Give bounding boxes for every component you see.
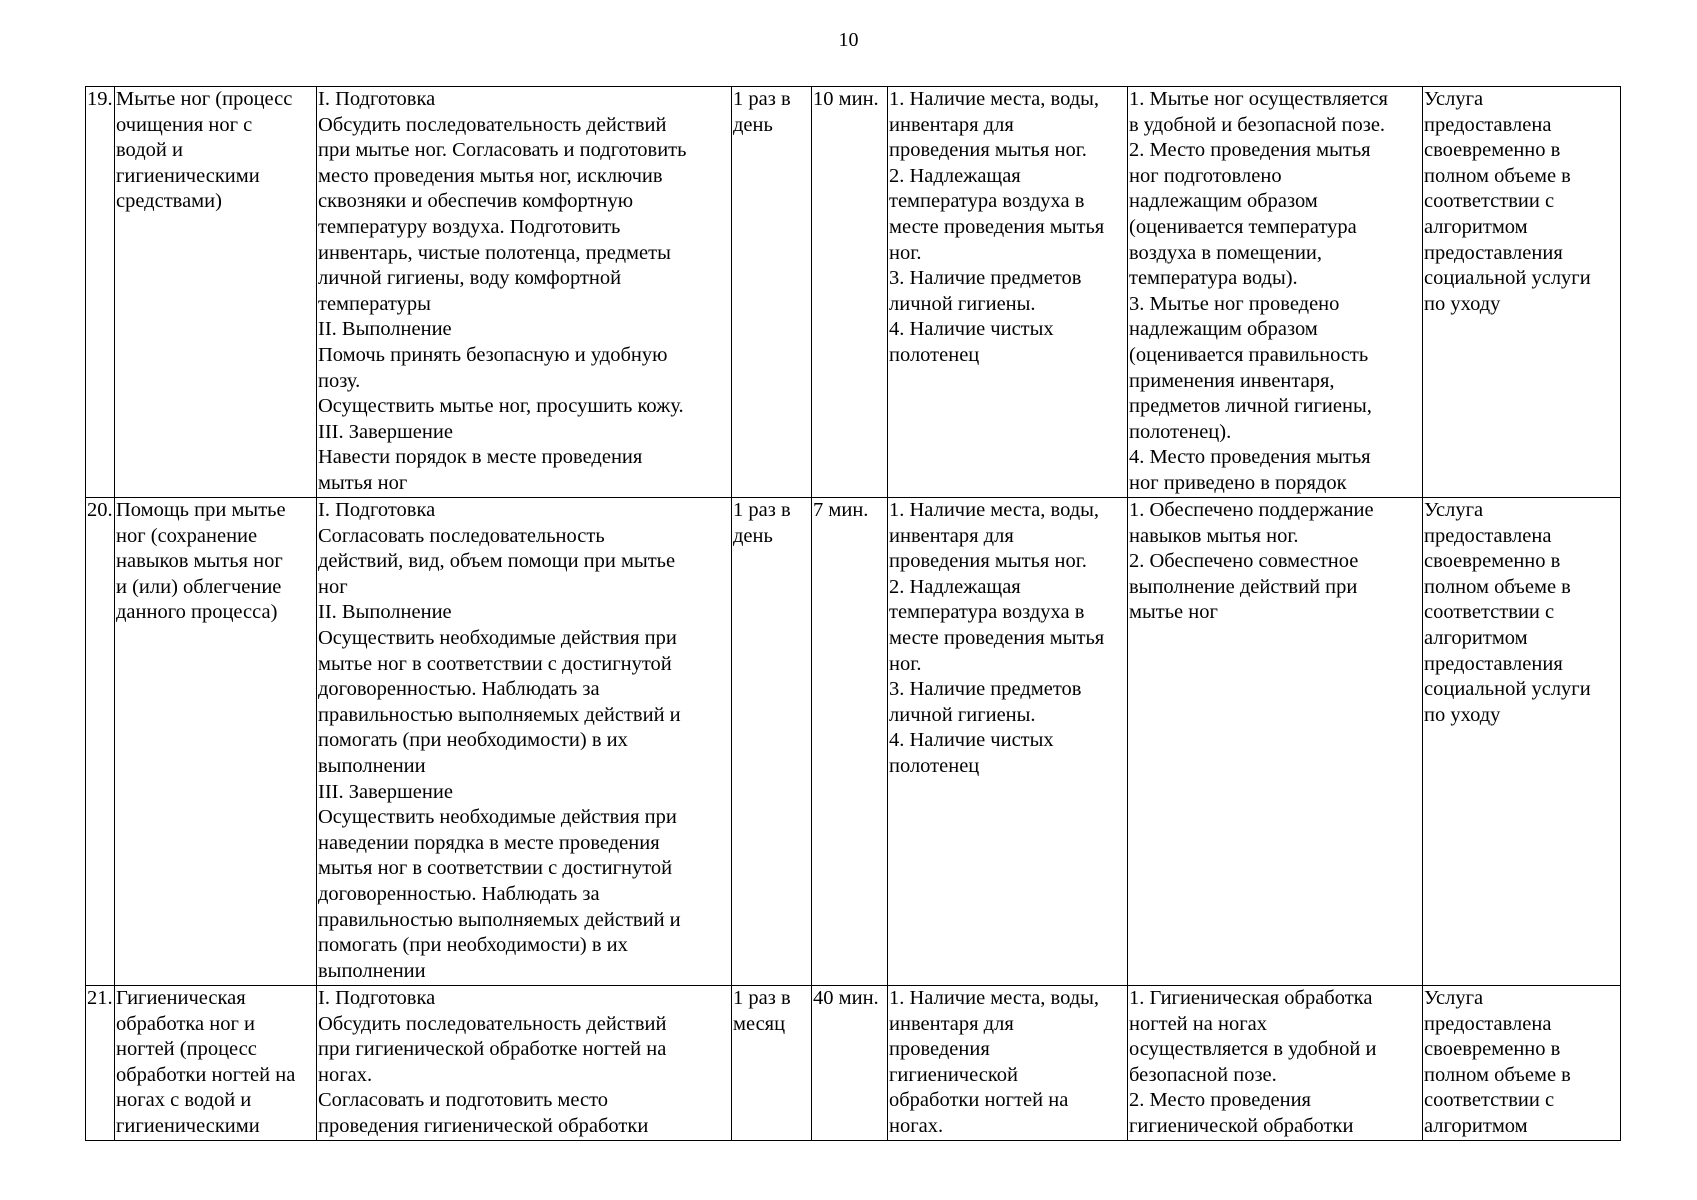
result-cell	[1423, 986, 1621, 1141]
text-line: ногах.	[318, 1063, 373, 1086]
text-line: гигиеническими	[116, 164, 260, 187]
text-line: полном объеме в	[1424, 575, 1571, 598]
text-line: 3. Наличие предметов	[889, 267, 1082, 290]
duration-cell	[812, 498, 888, 986]
text-line: температуру воздуха. Подготовить	[318, 215, 621, 238]
text-line: сквозняки и обеспечив комфортную	[318, 190, 634, 213]
text-line: температуры	[318, 292, 431, 315]
text-line: 1. Обеспечено поддержание	[1129, 499, 1374, 521]
text-line: Согласовать последовательность	[318, 524, 605, 547]
text-line: предметов личной гигиены,	[1129, 395, 1372, 418]
text-line: и (или) облегчение	[116, 575, 282, 598]
text-line: Помочь принять безопасную и удобную	[318, 343, 668, 366]
conditions-cell	[888, 986, 1128, 1141]
text-line: Мытье ног (процесс	[116, 88, 293, 110]
text-line: действий, вид, объем помощи при мытье	[318, 550, 676, 573]
result-cell	[1423, 498, 1621, 986]
frequency-cell	[732, 498, 812, 986]
text-line: гигиенической обработки	[1129, 1114, 1354, 1137]
text-line: мытье ног	[1129, 601, 1218, 624]
text-line: Обсудить последовательность действий	[318, 1012, 667, 1035]
text-line: ног (сохранение	[116, 524, 258, 547]
duration-text: 40 мин.	[813, 987, 879, 1009]
text-line: проведения мытья ног.	[889, 550, 1087, 573]
text-line: правильностью выполняемых действий и	[318, 703, 681, 726]
text-line: воздуха в помещении,	[1129, 241, 1323, 264]
text-line: место проведения мытья ног, исключив	[318, 164, 663, 187]
quality-indicators-cell	[1128, 87, 1423, 498]
text-line: проведения мытья ног.	[889, 139, 1087, 162]
text-line: полотенец	[889, 343, 980, 366]
text-line: день	[733, 524, 773, 547]
text-line: ног приведено в порядок	[1129, 471, 1347, 494]
services-table	[85, 86, 1621, 1141]
service-content-cell	[317, 498, 732, 986]
text-line: алгоритмом	[1424, 215, 1528, 238]
text-line: ног подготовлено	[1129, 164, 1282, 187]
text-line: выполнении	[318, 959, 426, 982]
text-line: Осуществить мытье ног, просушить кожу.	[318, 395, 684, 418]
text-line: по уходу	[1424, 703, 1501, 726]
text-line: инвентаря для	[889, 1012, 1014, 1035]
duration-cell	[812, 87, 888, 498]
text-line: безопасной позе.	[1129, 1063, 1277, 1086]
conditions-cell	[888, 87, 1128, 498]
text-line: навыков мытья ног	[116, 550, 283, 573]
text-line: правильностью выполняемых действий и	[318, 908, 681, 931]
quality-indicators-cell	[1128, 498, 1423, 986]
row-number-cell	[86, 986, 115, 1141]
duration-text: 7 мин.	[813, 499, 869, 521]
text-line: 3. Мытье ног проведено	[1129, 292, 1340, 315]
text-line: договоренностью. Наблюдать за	[318, 882, 600, 905]
text-line: Гигиеническая	[116, 987, 246, 1009]
text-line: при гигиенической обработке ногтей на	[318, 1038, 667, 1061]
page-number: 10	[838, 29, 859, 51]
text-line: своевременно в	[1424, 1038, 1561, 1061]
text-line: месяц	[733, 1012, 786, 1035]
text-line: 1. Наличие места, воды,	[889, 88, 1100, 110]
frequency-cell	[732, 87, 812, 498]
service-name-cell	[115, 87, 317, 498]
text-line: (оценивается правильность	[1129, 343, 1369, 366]
text-line: ногтей (процесс	[116, 1038, 257, 1061]
text-line: предоставлена	[1424, 524, 1552, 547]
row-number-cell	[86, 498, 115, 986]
text-line: Услуга	[1424, 88, 1484, 110]
conditions-cell	[888, 498, 1128, 986]
table-row	[86, 986, 1621, 1141]
text-line: выполнении	[318, 754, 426, 777]
text-line: ногах с водой и	[116, 1089, 252, 1112]
text-line: II. Выполнение	[318, 601, 452, 624]
text-line: месте проведения мытья	[889, 215, 1105, 238]
text-line: проведения	[889, 1038, 990, 1061]
text-line: 1 раз в	[733, 88, 791, 110]
text-line: данного процесса)	[116, 601, 278, 624]
text-line: 4. Наличие чистых	[889, 318, 1054, 341]
text-line: в удобной и безопасной позе.	[1129, 113, 1386, 136]
text-line: личной гигиены.	[889, 703, 1036, 726]
text-line: инвентарь, чистые полотенца, предметы	[318, 241, 671, 264]
text-line: Помощь при мытье	[116, 499, 286, 521]
duration-cell	[812, 986, 888, 1141]
text-line: 2. Надлежащая	[889, 575, 1021, 598]
text-line: полотенец).	[1129, 420, 1232, 443]
text-line: 4. Наличие чистых	[889, 729, 1054, 752]
text-line: по уходу	[1424, 292, 1501, 315]
text-line: полном объеме в	[1424, 1063, 1571, 1086]
text-line: предоставлена	[1424, 1012, 1552, 1035]
text-line: 2. Место проведения	[1129, 1089, 1311, 1112]
text-line: ногах.	[889, 1114, 944, 1137]
text-line: алгоритмом	[1424, 1114, 1528, 1137]
duration-text: 10 мин.	[813, 88, 879, 110]
text-line: водой и	[116, 139, 183, 162]
service-content-cell	[317, 986, 732, 1141]
text-line: навыков мытья ног.	[1129, 524, 1299, 547]
text-line: очищения ног с	[116, 113, 253, 136]
text-line: обработки ногтей на	[889, 1089, 1069, 1112]
text-line: наведении порядка в месте проведения	[318, 831, 660, 854]
text-line: личной гигиены, воду комфортной	[318, 267, 622, 290]
text-line: (оценивается температура	[1129, 215, 1357, 238]
row-number-text: 19.	[87, 88, 113, 110]
service-content-cell	[317, 87, 732, 498]
text-line: надлежащим образом	[1129, 190, 1318, 213]
text-line: 2. Надлежащая	[889, 164, 1021, 187]
text-line: соответствии с	[1424, 190, 1555, 213]
text-line: социальной услуги	[1424, 678, 1591, 701]
table-row	[86, 498, 1621, 986]
text-line: 3. Наличие предметов	[889, 678, 1082, 701]
text-line: полном объеме в	[1424, 164, 1571, 187]
text-line: 1 раз в	[733, 987, 791, 1009]
text-line: при мытье ног. Согласовать и подготовить	[318, 139, 687, 162]
text-line: 1. Наличие места, воды,	[889, 987, 1100, 1009]
row-number-text: 20.	[87, 499, 113, 521]
text-line: день	[733, 113, 773, 136]
text-line: осуществляется в удобной и	[1129, 1038, 1377, 1061]
text-line: своевременно в	[1424, 550, 1561, 573]
text-line: ног.	[889, 241, 922, 264]
text-line: I. Подготовка	[318, 88, 436, 110]
text-line: Согласовать и подготовить место	[318, 1089, 609, 1112]
text-line: применения инвентаря,	[1129, 369, 1335, 392]
frequency-cell	[732, 986, 812, 1141]
text-line: надлежащим образом	[1129, 318, 1318, 341]
text-line: инвентаря для	[889, 113, 1014, 136]
row-number-text: 21.	[87, 987, 113, 1009]
text-line: 1 раз в	[733, 499, 791, 521]
text-line: 4. Место проведения мытья	[1129, 446, 1371, 469]
quality-indicators-cell	[1128, 986, 1423, 1141]
service-name-cell	[115, 986, 317, 1141]
text-line: Осуществить необходимые действия при	[318, 626, 677, 649]
text-line: мытье ног в соответствии с достигнутой	[318, 652, 672, 675]
text-line: III. Завершение	[318, 780, 453, 803]
text-line: Услуга	[1424, 987, 1484, 1009]
text-line: температура воздуха в	[889, 190, 1085, 213]
text-line: 2. Место проведения мытья	[1129, 139, 1371, 162]
text-line: гигиеническими	[116, 1114, 260, 1137]
text-line: Осуществить необходимые действия при	[318, 806, 677, 829]
text-line: проведения гигиенической обработки	[318, 1114, 649, 1137]
text-line: Навести порядок в месте проведения	[318, 446, 643, 469]
text-line: месте проведения мытья	[889, 626, 1105, 649]
text-line: Услуга	[1424, 499, 1484, 521]
text-line: своевременно в	[1424, 139, 1561, 162]
text-line: II. Выполнение	[318, 318, 452, 341]
text-line: инвентаря для	[889, 524, 1014, 547]
text-line: обработка ног и	[116, 1012, 255, 1035]
text-line: гигиенической	[889, 1063, 1018, 1086]
text-line: обработки ногтей на	[116, 1063, 296, 1086]
text-line: ног.	[889, 652, 922, 675]
service-name-cell	[115, 498, 317, 986]
result-cell	[1423, 87, 1621, 498]
text-line: I. Подготовка	[318, 499, 436, 521]
table-row	[86, 87, 1621, 498]
text-line: личной гигиены.	[889, 292, 1036, 315]
text-line: помогать (при необходимости) в их	[318, 934, 628, 957]
text-line: I. Подготовка	[318, 987, 436, 1009]
text-line: полотенец	[889, 754, 980, 777]
text-line: договоренностью. Наблюдать за	[318, 678, 600, 701]
text-line: мытья ног в соответствии с достигнутой	[318, 857, 673, 880]
text-line: температура воздуха в	[889, 601, 1085, 624]
text-line: 1. Наличие места, воды,	[889, 499, 1100, 521]
text-line: выполнение действий при	[1129, 575, 1358, 598]
text-line: 2. Обеспечено совместное	[1129, 550, 1359, 573]
text-line: социальной услуги	[1424, 267, 1591, 290]
text-line: алгоритмом	[1424, 626, 1528, 649]
text-line: 1. Гигиеническая обработка	[1129, 987, 1373, 1009]
text-line: температура воды).	[1129, 267, 1298, 290]
text-line: позу.	[318, 369, 361, 392]
text-line: Обсудить последовательность действий	[318, 113, 667, 136]
text-line: предоставления	[1424, 241, 1563, 264]
text-line: ног	[318, 575, 348, 598]
row-number-cell	[86, 87, 115, 498]
text-line: мытья ног	[318, 471, 408, 494]
text-line: предоставления	[1424, 652, 1563, 675]
text-line: помогать (при необходимости) в их	[318, 729, 628, 752]
text-line: соответствии с	[1424, 1089, 1555, 1112]
text-line: соответствии с	[1424, 601, 1555, 624]
text-line: средствами)	[116, 190, 222, 213]
text-line: III. Завершение	[318, 420, 453, 443]
text-line: 1. Мытье ног осуществляется	[1129, 88, 1388, 110]
text-line: предоставлена	[1424, 113, 1552, 136]
text-line: ногтей на ногах	[1129, 1012, 1267, 1035]
